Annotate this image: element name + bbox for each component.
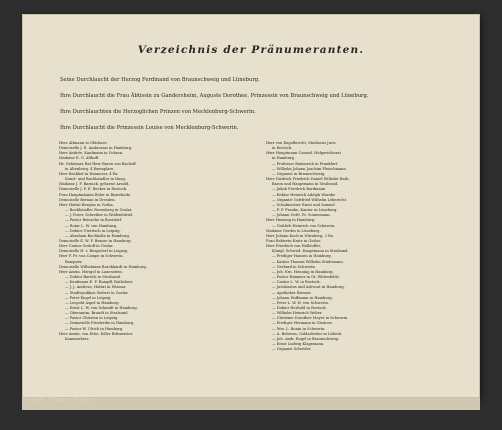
subscriber-entry: Herr Diedrich Friedrich Daniel Wilhelm Rath, <box>266 177 350 182</box>
subscriber-entry: Königl. Schwed. Hauptmann in Stralsund. <box>272 249 349 254</box>
subscriber-entry: Herr Hofrat Bergius in Gotha. <box>59 202 114 207</box>
subscriber-entry: — Justitiarius und Advocat in Hamburg. <box>272 285 345 290</box>
subscriber-entry: — Apotheker Bremer. <box>272 290 312 295</box>
subscriber-entry: Herr F. Fr. von Campe in Schwerin. <box>59 254 124 259</box>
subscriber-entry: Demoiselle E. W. F. Brause in Hamburg. <box>59 238 132 243</box>
subscriber-entry: Herr von Engelbrecht, Studiosus Juris <box>266 141 336 145</box>
subscriber-entry: Kunst- und Buchhändler in Haag. <box>65 177 126 182</box>
subscriber-entry: in Hamburg. <box>272 156 296 161</box>
subscriber-entry: — Leopold Aspel in Hamburg. <box>65 300 120 305</box>
subscriber-entry: Demoiselle H. v. Burgsdorf in Leipzig. <box>59 249 129 254</box>
subscriber-entry: — Schulmeister Ernst und Samuel <box>272 202 335 207</box>
subscriber-entry: — Wilhelm Heinrich Weber. <box>272 311 323 316</box>
subscriber-entry: — Joh. Andr. Engel in Braunschweig. <box>272 336 340 341</box>
subscriber-entry: — Oberamtm. Brandt in Stralsund. <box>65 311 129 316</box>
subscriber-entry: — Peter Engel in Leipzig. <box>65 295 112 300</box>
subscriber-entry: Demoiselle Wilhelmine Burckhardt in Hamburg. <box>59 264 147 269</box>
dedication-line: Seine Durchlaucht der Herzog Ferdinand von Braunschweig und Lüneburg. <box>60 77 260 83</box>
dedication-line: Ihre Durchlauchten die Herzoglichen Prinzen von Mecklenburg-Schwerin. <box>60 109 256 115</box>
document-page <box>22 14 480 398</box>
dedication-line: Ihre Durchlaucht die Frau Äbtissin zu Gandersheim, Auguste Dorothee, Prinzessin von Braunschweig und Lüneburg. <box>60 93 369 99</box>
subscriber-entry: Herr Hensing in Hamburg. <box>266 218 316 223</box>
subscriber-entry: Frau Rektorin Kratz in Goslar. <box>266 238 322 243</box>
subscriber-entry: Banquier. <box>65 259 83 264</box>
page-title: Verzeichnis der Pränumeranten. <box>137 44 365 56</box>
subscriber-entry: — Kantor Thomas Wilhelm Stüdemann. <box>272 259 344 264</box>
subscriber-entry: — Organist in Braunschweig. <box>272 171 326 176</box>
subscriber-entry: Herr Altmann in Glücksee. <box>59 141 108 145</box>
subscriber-entry: — Kaufmann E. F. Rumpff, Rathsherr. <box>65 280 134 285</box>
subscriber-entry: — Ernst L. W. von Schmidt in Hamburg. <box>65 306 138 310</box>
subscriber-entry: Herr Amtm. Hörigel in Lauenstein. <box>59 269 123 274</box>
subscriber-entry: Demoiselle J. E. Ambrosius in Hamburg. <box>59 146 133 151</box>
subscriber-entry: — Organist Gottfried Wilhelm Leberecht <box>272 197 347 202</box>
subscriber-entry: Herr Backhof in Hannover, 4 Ex. <box>59 171 119 176</box>
subscriber-entry: — Rotar L. W. von Hamburg. <box>65 223 118 228</box>
subscriber-entry: Baron und Hauptmann in Stralsund. <box>272 182 339 187</box>
subscriber-entry: Hr. Geheimer Rat Herr Baron von Bachoff <box>59 161 136 166</box>
footer-note: Gottl. Fricke u. Haller. <box>30 397 93 403</box>
subscriber-entry: — Rektor Heinrich Adolph Warnke <box>272 192 336 197</box>
subscriber-entry: Demoiselle J. F. E. Becker in Rostock. <box>59 187 128 192</box>
subscriber-entry: in Rostock. <box>272 146 293 151</box>
subscriber-entry: — Demoiselle Friederike in Hamburg. <box>65 321 135 326</box>
subscriber-entry: — Christine Dorothee Meyer in Schwerin. <box>272 316 349 321</box>
subscriber-entry: — Professor Emmerich in Frankfurt <box>272 161 338 166</box>
subscriber-entry: — Doktor Herbold in Rostock. <box>272 306 327 310</box>
subscriber-entry: — Buchhändler Rosenberg in Goslar. <box>65 208 133 213</box>
subscriber-entry: Herr Andrée, Kaufmann in Ocksen. <box>59 151 124 156</box>
dedication-list <box>60 72 460 136</box>
subscriber-entry: — Stadtsyndikus Siebert in Goslar. <box>65 290 129 295</box>
subscriber-entry: — F. F. Franke, Kantor in Lüneburg. <box>272 208 338 213</box>
subscriber-entry: — Doktor Uteritsch in Leipzig. <box>65 228 121 233</box>
subscriber-entry: Kammerherr. <box>65 336 90 341</box>
subscriber-entry: — Gottlieb Heinrich von Schwerin. <box>272 223 336 228</box>
subscriber-entry: — Cantor L. W. in Rostock. <box>272 280 321 285</box>
subscriber-entry: — A. Behrens, Goldarbeiter in Lübeck. <box>272 331 343 336</box>
subscriber-entry: — Prediger Hansen in Hamburg. <box>272 254 332 259</box>
subscriber-entry: Herr Johann Koch in Nürnberg. 2 Ex. <box>266 233 334 238</box>
subscriber-entry: — Johann Hoffmann in Hamburg. <box>272 295 333 300</box>
subscriber-entry: — Abraham Buchholtz in Hamburg. <box>65 233 130 238</box>
subscriber-entry: Herr Cantor Gerloff in Goslar. <box>59 244 114 249</box>
subscriber-entry: — Ernst Ludwig Klagemann. <box>272 342 325 347</box>
subscriber-entry: Herr Friedrich von Holleuffer, <box>266 244 321 249</box>
subscriber-entry: — Pastor Christen in Leipzig. <box>65 316 119 321</box>
subscriber-entry: — Prediger Hermann in Güstrow. <box>272 321 333 326</box>
subscriber-entry: — Jakob Friedrich Bordmann <box>272 187 326 192</box>
subscriber-entry: Herr Amtm. von Erbe, Edler Rittmeister. <box>59 331 134 336</box>
subscriber-entry: Herr Hauptmann Conrad, Hofgerichtsrat <box>266 151 342 156</box>
subscriber-entry: Madame Gerdes in Lüneburg. <box>266 228 321 233</box>
subscriber-entry: Madame J. F. Barnick, geborne Arnold. <box>59 182 130 187</box>
subscriber-column-left <box>59 141 249 342</box>
subscriber-entry: — Joh. Ern. Henning in Hamburg. <box>272 269 334 274</box>
subscriber-entry: Frau Hauptmännin Beler in Buxtehude. <box>59 192 132 197</box>
subscriber-entry: — Pastor Hammer in Gr. Wittenfelde. <box>272 275 340 280</box>
subscriber-entry: in Altenburg. 4 Exemplare. <box>65 166 115 171</box>
subscriber-entry: — Gerhard in Schwerin. <box>272 264 316 269</box>
subscriber-entry: — Wm. L. Bonin in Schwerin. <box>272 326 326 331</box>
subscriber-column-right <box>266 141 456 352</box>
dedication-line: Ihre Durchlaucht die Prinzessin Louise von Mecklenburg-Schwerin. <box>60 125 239 131</box>
subscriber-entry: Demoiselle Bernan in Dresden. <box>59 197 116 202</box>
subscriber-entry: — Pastor W. Ulrich in Hamburg. <box>65 326 124 331</box>
subscriber-entry: Madame E. G. Althoff. <box>59 156 100 161</box>
subscriber-entry: — Wilhelm Johann Joachim Fleischmann. <box>272 166 347 171</box>
subscriber-entry: — Peter L. W. H. von Schwerin. <box>272 300 329 305</box>
subscriber-entry: — Organist Schröder. <box>272 347 312 352</box>
subscriber-entry: — Pastor Reinecke in Rossdorf. <box>65 218 123 223</box>
subscriber-entry: — Doktor Bartels in Stralsund. <box>65 275 122 280</box>
subscriber-entry: — Johann Gottl. Fr. Sonnemann. <box>272 213 331 218</box>
subscriber-entry: — J. Poser, Schreiber in Wolfenbüttel. <box>65 213 134 218</box>
subscriber-entry: — J. J. Andreas, Hofrat in Wismar. <box>65 285 127 290</box>
